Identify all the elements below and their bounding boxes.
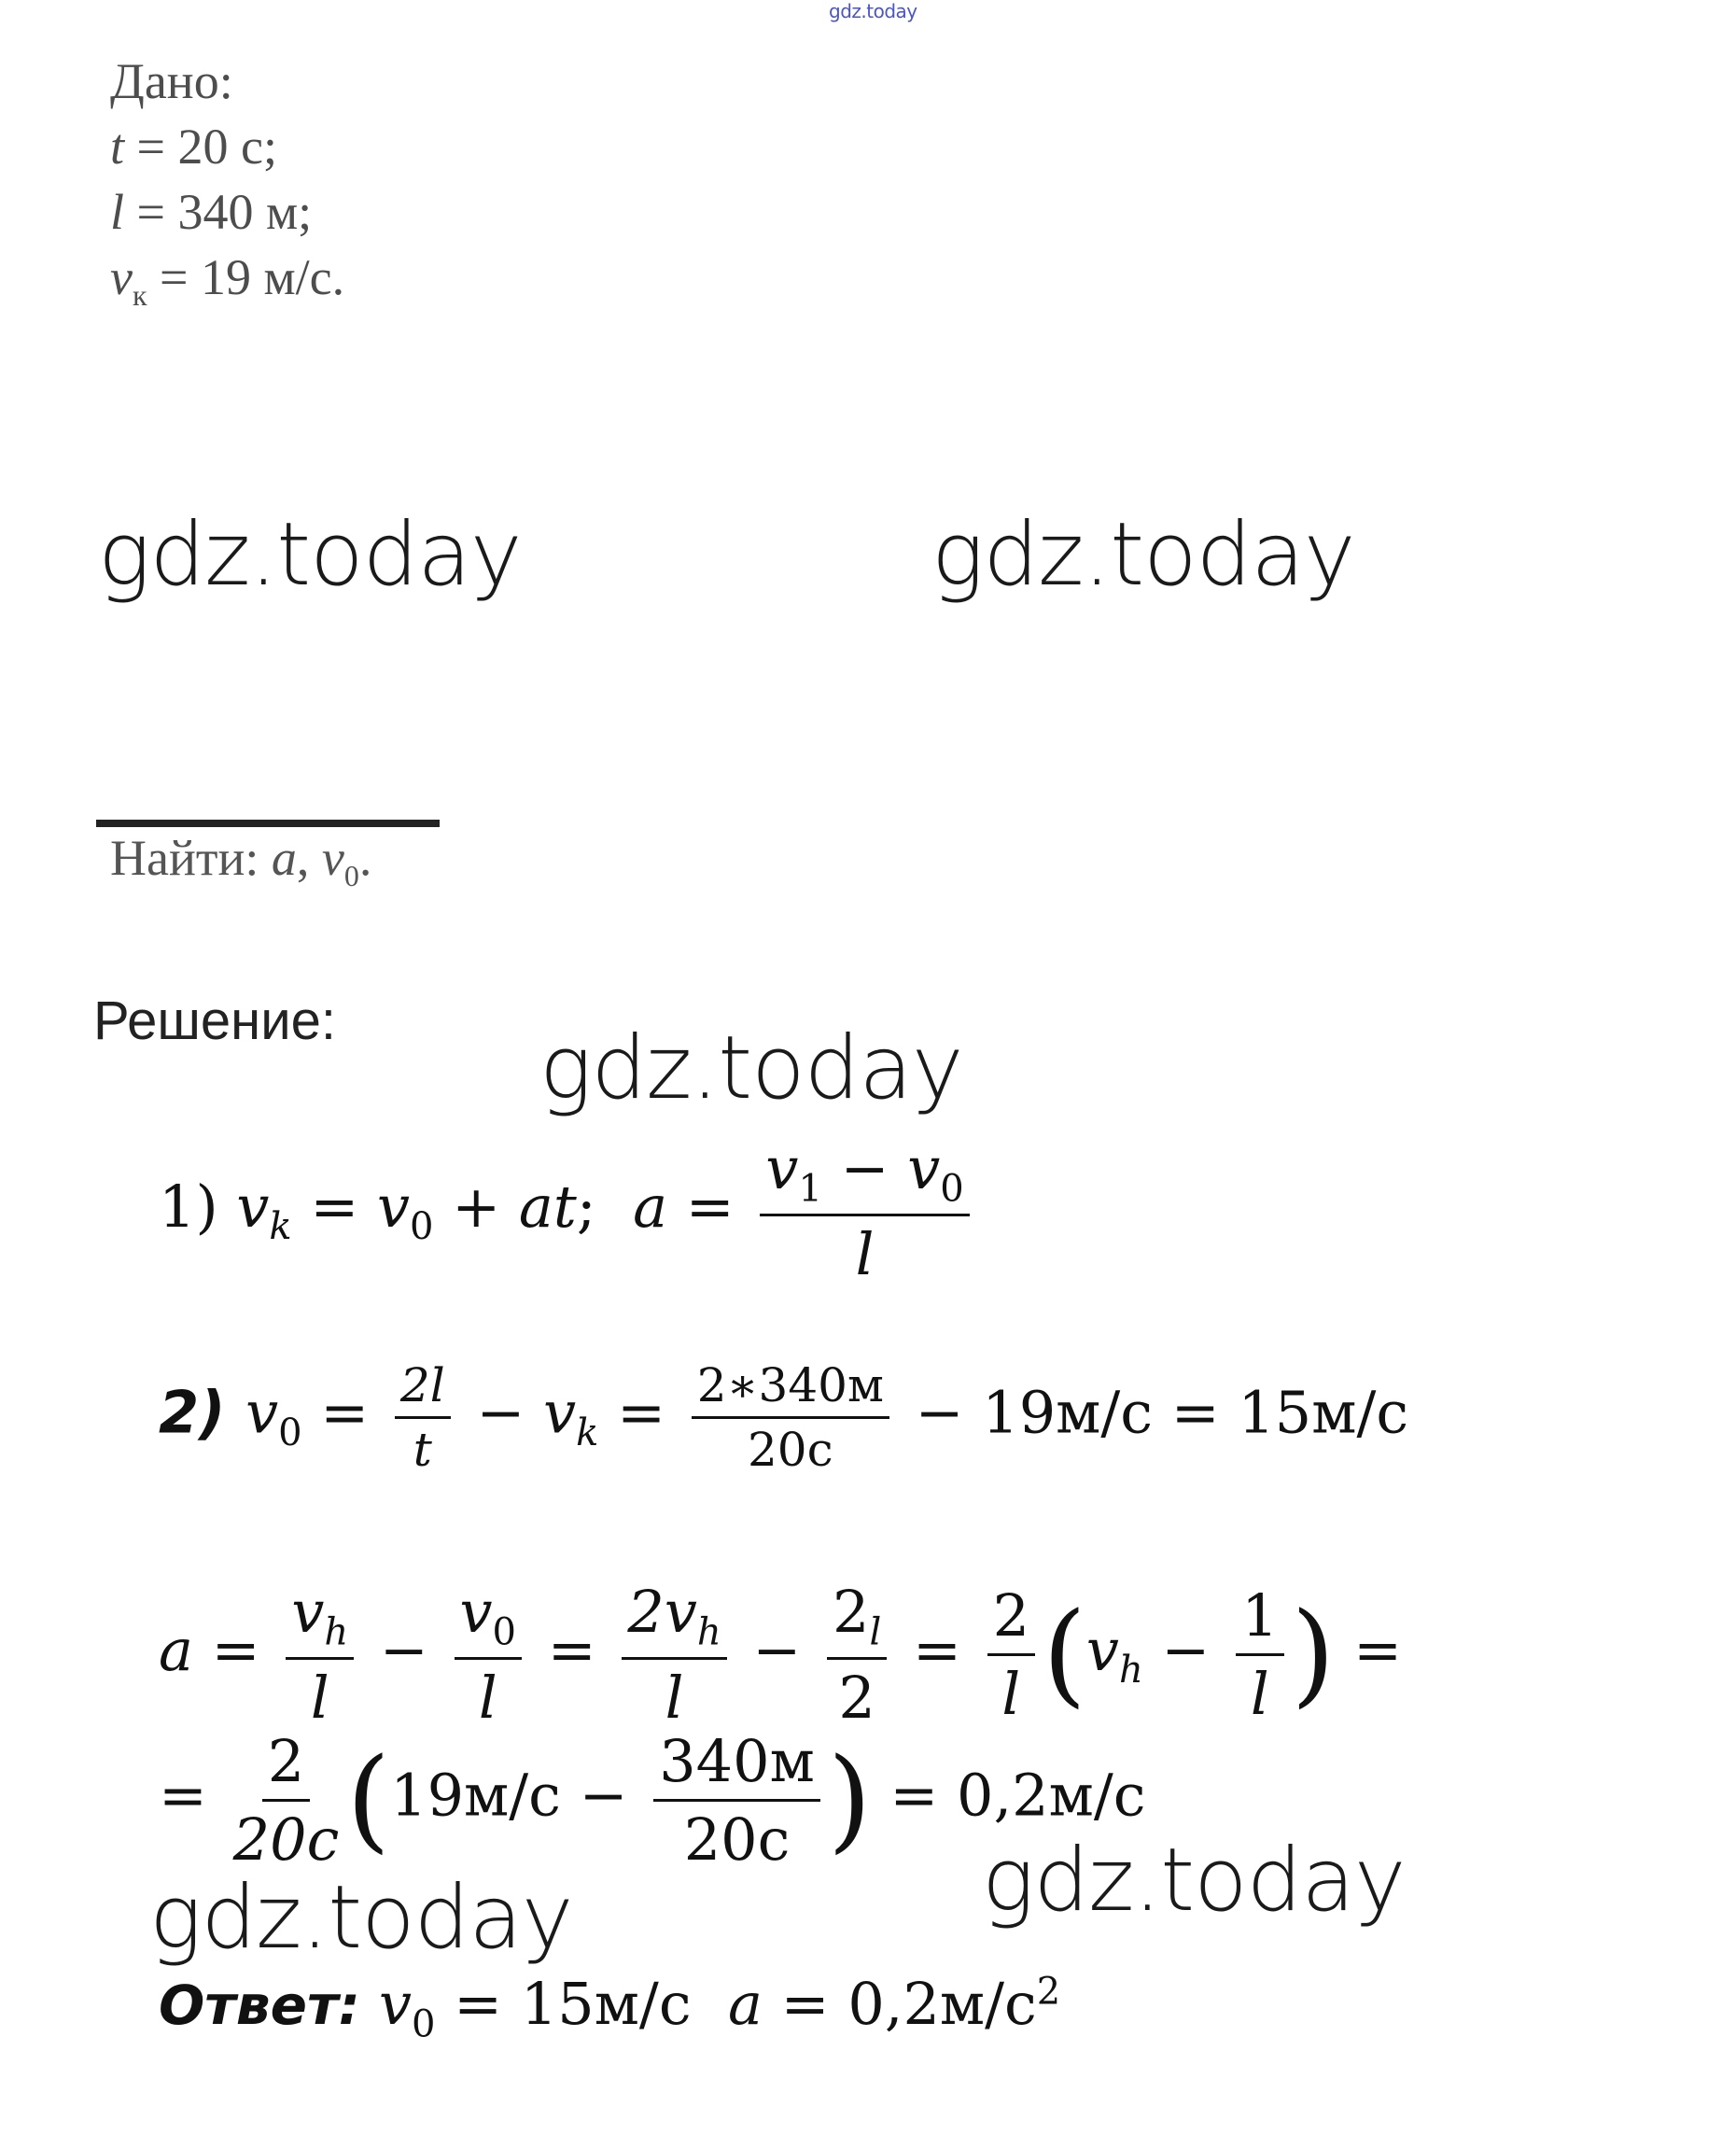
answer-a-value: = 0,2м/с [762,1970,1037,2038]
step2-eq2: = [598,1378,684,1447]
step2-k: k [576,1412,599,1455]
step2-vk: v [543,1378,577,1447]
find-line [110,829,371,893]
step3-a: a [159,1615,193,1684]
answer-v-value: = 15м/с [435,1970,710,2038]
step3-minus-1: − [361,1615,447,1684]
answer-zero: 0 [412,2002,436,2046]
step3-fraction-1 [286,1578,354,1732]
answer-v: v [378,1970,412,2038]
step1-k: k [269,1205,292,1249]
step4-eq: = [159,1761,226,1830]
step3-eq2: = [529,1615,615,1684]
step1-num-v0: v [907,1134,941,1202]
given-velocity-value: = 19 м/с. [147,249,345,305]
solution-step-1 [159,1134,977,1288]
answer-label: Ответ: [159,1973,379,2037]
step3-minus-2: − [734,1615,819,1684]
step1-number: 1) [159,1172,237,1241]
step3-f5-num: 2 [987,1581,1035,1656]
step2-fraction-2 [692,1358,889,1477]
step2-eq: = [301,1378,387,1447]
step1-den: l [855,1220,875,1289]
step4-f2-den: 20с [683,1805,791,1874]
step2-f2-num: 2∗340м [692,1358,889,1419]
given-velocity-sub: к [132,277,147,312]
step2-f1-num: 2l [399,1358,445,1412]
given-time-value: = 20 с; [124,119,277,175]
step3-f2-num-v: v [459,1578,493,1646]
step2-minus: − [457,1378,544,1447]
given-length-var: l [110,184,125,240]
watermark-3: gdz.today [539,1018,963,1119]
step4-result: = 0,2м/с [871,1761,1146,1830]
step1-eq: = [291,1172,377,1241]
step3-fraction-3 [622,1578,726,1732]
watermark-1: gdz.today [98,504,522,606]
step3-fraction-2 [455,1578,522,1732]
given-velocity [110,245,344,328]
given-velocity-var: v [110,249,133,305]
step3-paren-open: ( [1043,1589,1086,1720]
given-length [110,179,312,245]
step4-paren-close: ) [827,1735,872,1865]
given-time [110,114,277,179]
step3-eq3: = [894,1615,980,1684]
find-v-sub: 0 [343,858,359,892]
step2-zero: 0 [278,1412,302,1455]
step3-f1-den: l [310,1664,329,1733]
step2-number: 2) [159,1378,246,1447]
step1-eq2: = [667,1172,753,1241]
step3-f4-num: 2 [833,1578,870,1646]
step1-semi: ; [576,1172,596,1241]
step4-fraction-1 [233,1727,340,1874]
watermark-4: gdz.today [982,1830,1406,1931]
step3-eq: = [192,1615,279,1684]
answer-line [159,1970,1060,2045]
step2-fraction-1 [395,1358,451,1477]
step3-f1-num-v: v [291,1578,325,1646]
step3-f2-num-0: 0 [492,1610,516,1654]
solution-step-2 [159,1358,1408,1477]
step3-f3-den: l [665,1664,684,1733]
find-label: Найти: [110,830,272,886]
header-watermark: gdz.today [829,0,917,22]
find-a: a [271,830,297,886]
step3-paren-minus: − [1142,1615,1229,1684]
watermark-5: gdz.today [149,1867,573,1969]
step3-f1-num-h: h [324,1610,349,1654]
answer-a: a [727,1970,763,2038]
solution-heading: Решение: [93,990,336,1051]
step3-paren-close: ) [1291,1589,1336,1720]
find-sep: , [296,830,322,886]
step1-a: a [633,1172,668,1241]
step3-eq4: = [1335,1615,1403,1684]
answer-sup: 2 [1036,1970,1061,2014]
step3-f4-num-l: l [869,1610,882,1654]
step1-v0: v [377,1172,411,1241]
step2-f2-den: 20с [748,1423,833,1477]
solution-step-3 [159,1578,1402,1732]
step3-f6-num: 1 [1236,1581,1283,1656]
step3-paren-v: v [1085,1615,1119,1684]
step3-paren-h: h [1118,1649,1143,1693]
given-time-var: t [110,119,125,175]
step1-fraction [760,1134,969,1288]
watermark-2: gdz.today [931,504,1355,606]
given-length-value: = 340 м; [124,184,313,240]
step3-fraction-5 [987,1581,1035,1728]
step3-f2-den: l [478,1664,497,1733]
step4-inner: 19м/с − [390,1761,647,1830]
step4-paren-open: ( [346,1735,391,1865]
given-divider [96,820,440,827]
step3-fraction-6 [1236,1581,1283,1728]
step1-at: at [518,1172,577,1241]
step3-fraction-4 [827,1578,887,1732]
step4-f1-num: 2 [262,1727,310,1802]
step1-v: v [236,1172,270,1241]
find-v: v [321,830,344,886]
find-end: . [358,830,372,886]
step1-num-0: 0 [940,1167,964,1211]
step2-rest: − 19м/с = 15м/с [896,1378,1409,1447]
step1-plus: + [433,1172,519,1241]
given-title: Дано: [110,53,233,109]
step3-f3-num-h: h [696,1610,721,1654]
step3-f4-den: 2 [838,1664,875,1733]
step4-fraction-2 [653,1727,820,1874]
step1-num-1: 1 [798,1167,822,1211]
step2-v: v [245,1378,279,1447]
step1-num-v: v [765,1134,799,1202]
step2-f1-den: t [413,1423,432,1477]
step1-minus: − [821,1134,908,1202]
step3-f3-num: 2v [627,1578,697,1646]
step4-f1-den: 20с [232,1805,340,1874]
step1-zero: 0 [410,1205,434,1249]
step3-f6-den: l [1250,1660,1269,1729]
step3-f5-den: l [1001,1660,1021,1729]
step4-f2-num: 340м [653,1727,820,1802]
